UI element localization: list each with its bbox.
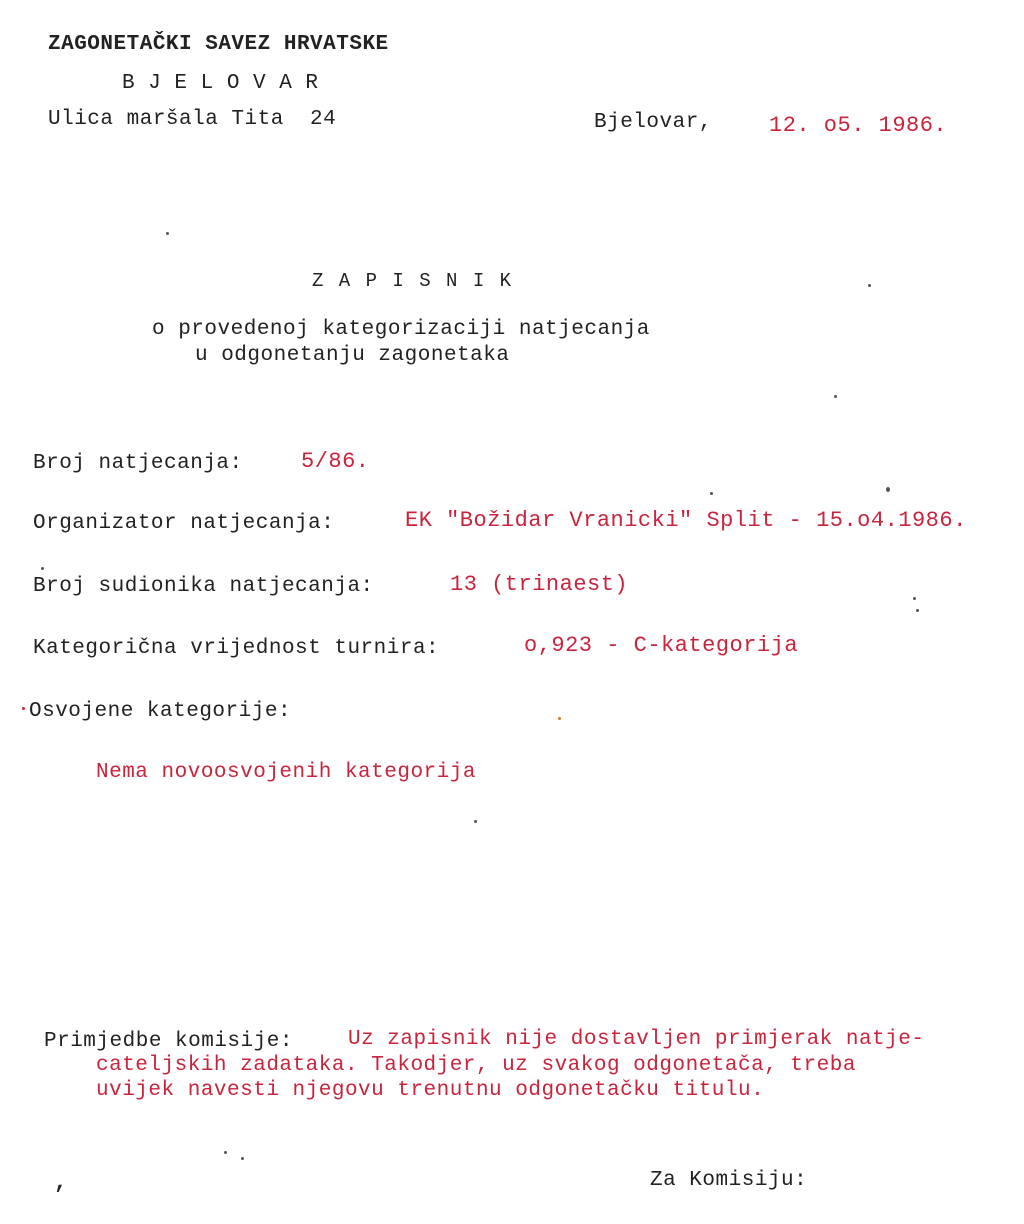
category-value: o,923 - C-kategorija bbox=[524, 633, 799, 658]
paper-speck bbox=[22, 707, 25, 710]
subtitle-line-2: u odgonetanju zagonetaka bbox=[195, 344, 510, 367]
signature-label: Za Komisiju: bbox=[650, 1169, 808, 1192]
document-date: 12. o5. 1986. bbox=[769, 113, 948, 138]
earned-categories-label: Osvojene kategorije: bbox=[29, 700, 292, 723]
paper-speck bbox=[916, 609, 919, 612]
paper-speck bbox=[868, 284, 871, 287]
paper-speck bbox=[166, 232, 169, 235]
participants-label: Broj sudionika natjecanja: bbox=[33, 575, 374, 598]
document-title: Z A P I S N I K bbox=[312, 270, 514, 292]
remarks-line-2: cateljskih zadataka. Takodjer, uz svakog odgonetača, treba bbox=[96, 1054, 856, 1077]
organizer-label: Organizator natjecanja: bbox=[33, 512, 335, 535]
organization-name: ZAGONETAČKI SAVEZ HRVATSKE bbox=[48, 33, 389, 56]
paper-speck bbox=[474, 820, 477, 823]
place-label: Bjelovar, bbox=[594, 111, 712, 134]
comma-mark: , bbox=[54, 1170, 68, 1195]
paper-speck bbox=[834, 395, 837, 398]
paper-speck bbox=[558, 717, 561, 720]
competition-number-label: Broj natjecanja: bbox=[33, 452, 243, 475]
subtitle-line-1: o provedenoj kategorizaciji natjecanja bbox=[152, 318, 650, 341]
participants-value: 13 (trinaest) bbox=[450, 572, 629, 597]
address: Ulica maršala Tita 24 bbox=[48, 108, 337, 131]
category-value-label: Kategorična vrijednost turnira: bbox=[33, 637, 440, 660]
paper-speck bbox=[41, 567, 44, 570]
paper-speck bbox=[886, 487, 890, 492]
paper-speck bbox=[224, 1151, 227, 1154]
remarks-line-1: Uz zapisnik nije dostavljen primjerak natje- bbox=[348, 1028, 925, 1051]
remarks-label: Primjedbe komisije: bbox=[44, 1030, 293, 1053]
competition-number-value: 5/86. bbox=[301, 449, 370, 474]
paper-speck bbox=[241, 1157, 244, 1160]
remarks-line-3: uvijek navesti njegovu trenutnu odgonetačku titulu. bbox=[96, 1079, 765, 1102]
city-name: B J E L O V A R bbox=[122, 72, 319, 95]
earned-categories-value: Nema novoosvojenih kategorija bbox=[96, 761, 476, 784]
paper-speck bbox=[913, 597, 916, 600]
paper-speck bbox=[710, 492, 713, 495]
organizer-value: EK "Božidar Vranicki" Split - 15.o4.1986. bbox=[405, 508, 967, 533]
